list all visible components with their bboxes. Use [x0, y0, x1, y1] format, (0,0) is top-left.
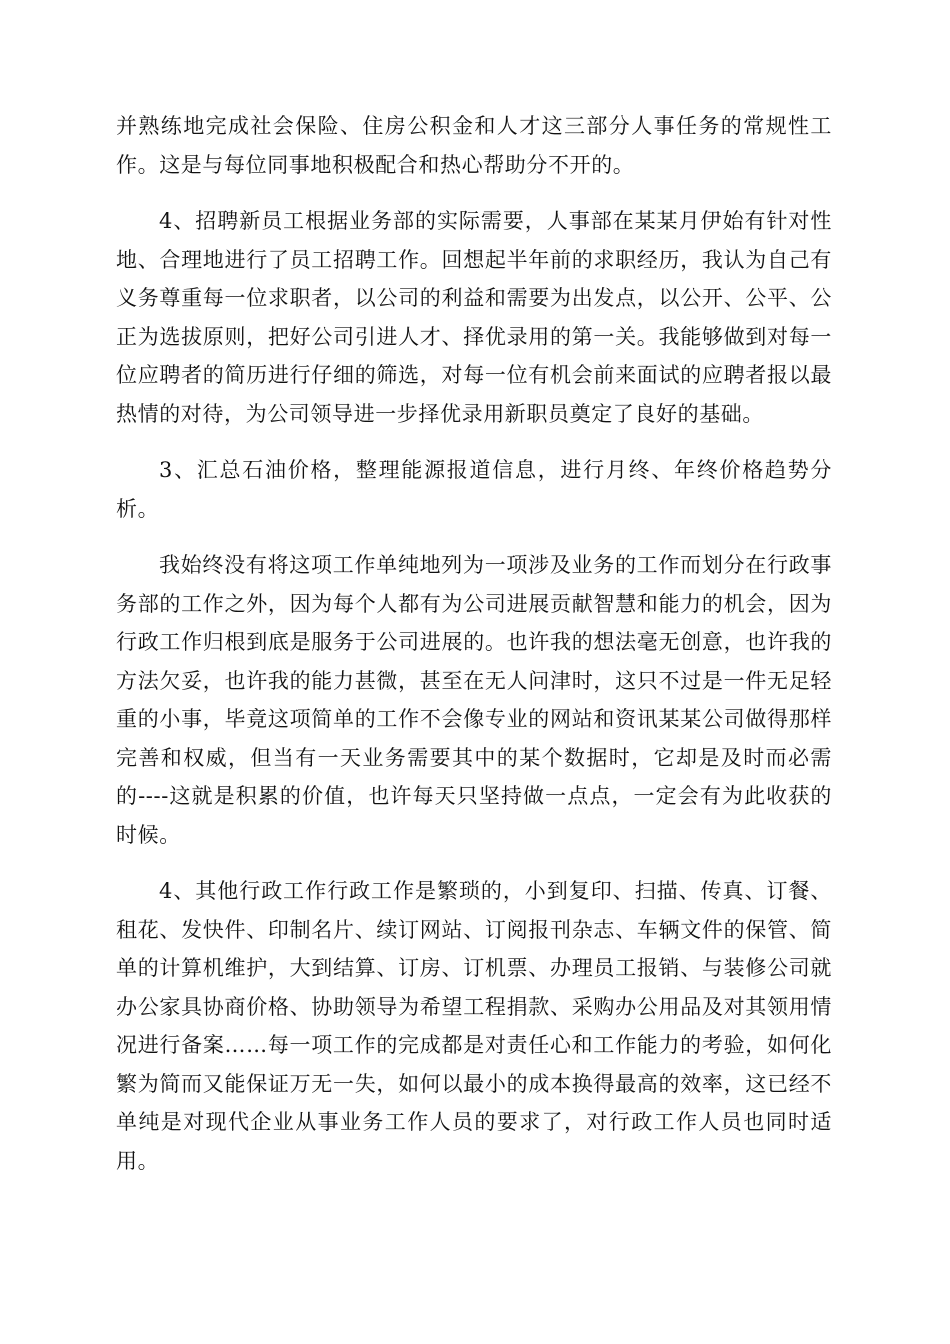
document-body	[116, 107, 832, 1198]
paragraph-admin-work: 4、其他行政工作行政工作是繁琐的，小到复印、扫描、传真、订餐、租花、发快件、印制名片、续订网站、订阅报刊杂志、车辆文件的保管、简单的计算机维护，大到结算、订房、订机票、办理员工报销、与装修公司就办公家具协商价格、协助领导为希望工程捐款、采购办公用品及对其领用情况进行备案……每一项工作的完成都是对责任心和工作能力的考验，如何化繁为简而又能保证万无一失，如何以最小的成本换得最高的效率，这已经不单纯是对现代企业从事业务工作人员的要求了，对行政工作人员也同时适用。	[116, 879, 832, 1173]
paragraph-reflection: 我始终没有将这项工作单纯地列为一项涉及业务的工作而划分在行政事务部的工作之外，因为每个人都有为公司进展贡献智慧和能力的机会，因为行政工作归根到底是服务于公司进展的。也许我的想法毫无创意，也许我的方法欠妥，也许我的能力甚微，甚至在无人问津时，这只不过是一件无足轻重的小事，毕竟这项简单的工作不会像专业的网站和资讯某某公司做得那样完善和权威，但当有一天业务需要其中的某个数据时，它却是及时而必需的----这就是积累的价值，也许每天只坚持做一点点，一定会有为此收获的时候。	[116, 553, 832, 847]
paragraph-recruitment: 4、招聘新员工根据业务部的实际需要，人事部在某某月伊始有针对性地、合理地进行了员工招聘工作。回想起半年前的求职经历，我认为自己有义务尊重每一位求职者，以公司的利益和需要为出发点，以公开、公平、公正为选拔原则，把好公司引进人才、择优录用的第一关。我能够做到对每一位应聘者的简历进行仔细的筛选，对每一位有机会前来面试的应聘者报以最热情的对待，为公司领导进一步择优录用新职员奠定了良好的基础。	[116, 209, 832, 426]
paragraph-oil-price: 3、汇总石油价格，整理能源报道信息，进行月终、年终价格趋势分析。	[116, 458, 832, 521]
paragraph-continuation: 并熟练地完成社会保险、住房公积金和人才这三部分人事任务的常规性工作。这是与每位同事地积极配合和热心帮助分不开的。	[116, 114, 832, 177]
